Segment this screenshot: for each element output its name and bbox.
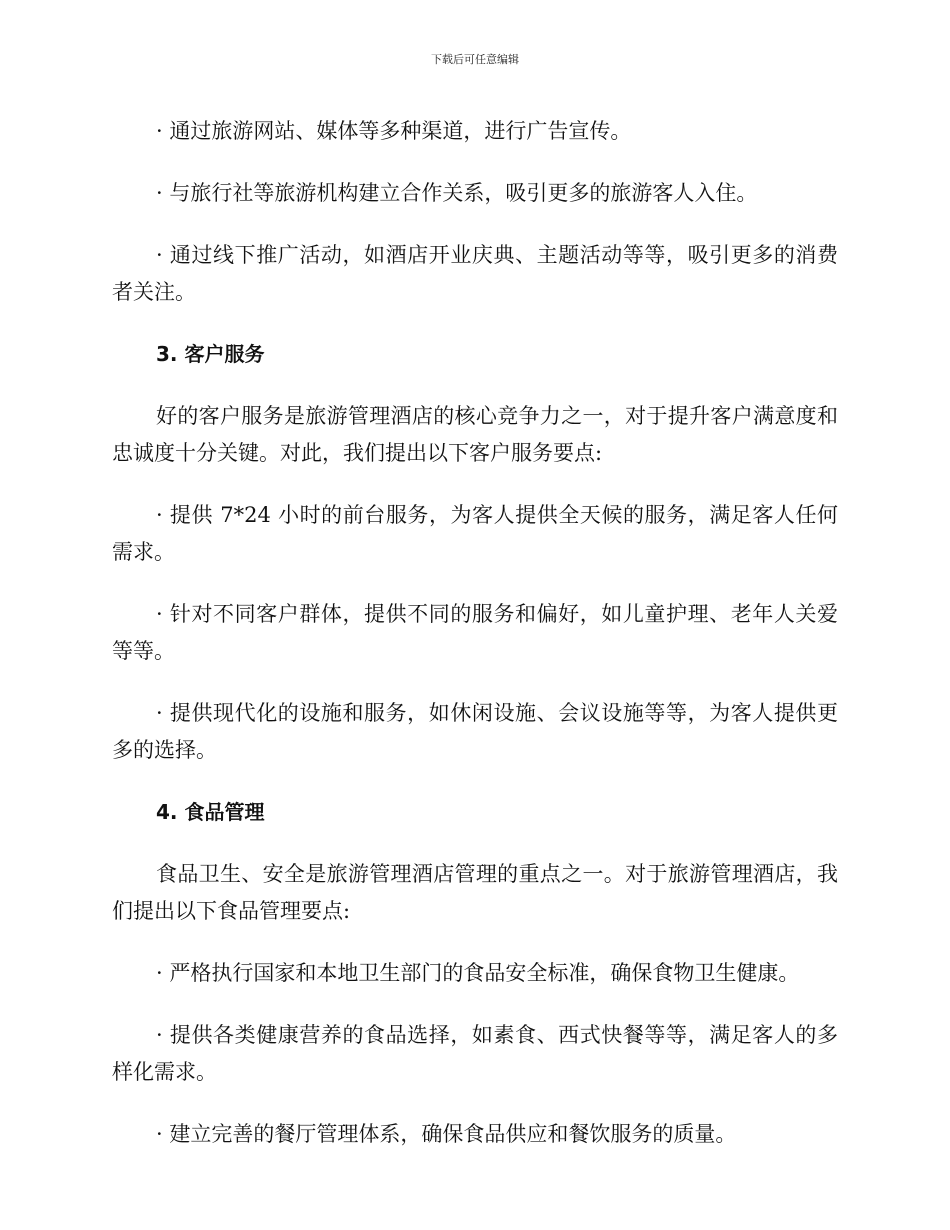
bullet-promo-agencies: · 与旅行社等旅游机构建立合作关系，吸引更多的旅游客人入住。 <box>156 181 758 205</box>
bullet-promo-websites: · 通过旅游网站、媒体等多种渠道，进行广告宣传。 <box>156 119 632 143</box>
bullet-food-choices: · 提供各类健康营养的食品选择，如素食、西式快餐等等，满足客人的多样化需求。 <box>112 1023 838 1084</box>
section-intro-food-management: 食品卫生、安全是旅游管理酒店管理的重点之一。对于旅游管理酒店，我们提出以下食品管理要点: <box>112 862 838 923</box>
section-heading-customer-service: 3. 客户服务 <box>156 342 265 366</box>
bullet-promo-offline: · 通过线下推广活动，如酒店开业庆典、主题活动等等，吸引更多的消费者关注。 <box>112 243 838 304</box>
section-intro-customer-service: 好的客户服务是旅游管理酒店的核心竞争力之一，对于提升客户满意度和忠诚度十分关键。对此，我们提出以下客户服务要点: <box>112 404 838 465</box>
document-body <box>112 113 838 1178</box>
bullet-food-restaurant: · 建立完善的餐厅管理体系，确保食品供应和餐饮服务的质量。 <box>156 1122 737 1146</box>
bullet-service-facilities: · 提供现代化的设施和服务，如休闲设施、会议设施等等，为客人提供更多的选择。 <box>112 701 838 762</box>
bullet-service-frontdesk: · 提供 7*24 小时的前台服务，为客人提供全天候的服务，满足客人任何需求。 <box>112 503 838 564</box>
section-heading-food-management: 4. 食品管理 <box>156 800 265 824</box>
page-header: 下载后可任意编辑 <box>431 53 519 66</box>
bullet-food-safety: · 严格执行国家和本地卫生部门的食品安全标准，确保食物卫生健康。 <box>156 961 800 985</box>
bullet-service-groups: · 针对不同客户群体，提供不同的服务和偏好，如儿童护理、老年人关爱等等。 <box>112 602 838 663</box>
